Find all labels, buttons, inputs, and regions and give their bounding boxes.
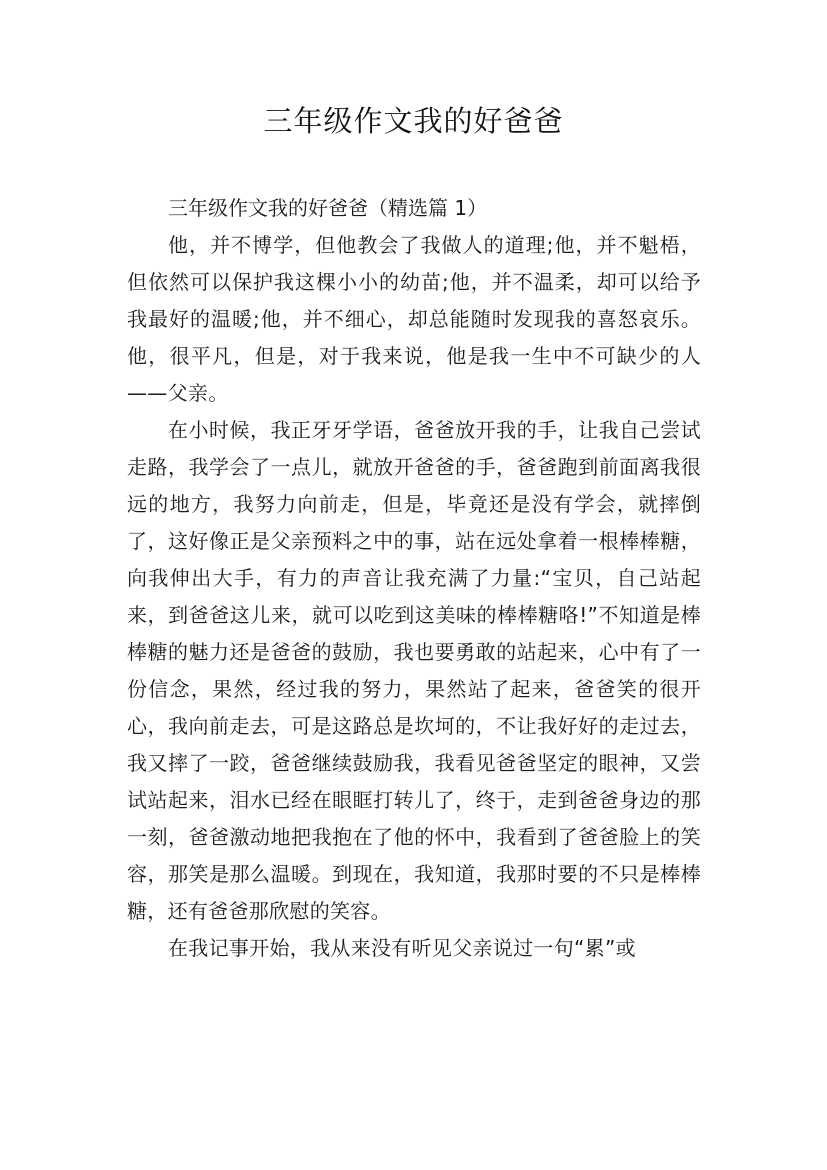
document-body — [127, 190, 701, 967]
document-title: 三年级作文我的好爸爸 — [263, 104, 564, 138]
paragraph-3: 在我记事开始，我从来没有听见父亲说过一句“累”或 — [168, 936, 636, 960]
paragraph-1: 他，并不博学，但他教会了我做人的道理;他，并不魁梧，但依然可以保护我这棵小小的幼苗;他，并不温柔，却可以给予我最好的温暖;他，并不细心，却总能随时发现我的喜怒哀乐。他，很平凡，但是，对于我来说，他是我一生中不可缺少的人——父亲。 — [127, 233, 701, 405]
paragraph-2: 在小时候，我正牙牙学语，爸爸放开我的手，让我自己尝试走路，我学会了一点儿，就放开爸爸的手，爸爸跑到前面离我很远的地方，我努力向前走，但是，毕竟还是没有学会，就摔倒了，这好像正是父亲预料之中的事，站在远处拿着一根棒棒糖，向我伸出大手，有力的声音让我充满了力量:“宝贝，自己站起来，到爸爸这儿来，就可以吃到这美味的棒棒糖咯!”不知道是棒棒糖的魅力还是爸爸的鼓励，我也要勇敢的站起来，心中有了一份信念，果然，经过我的努力，果然站了起来，爸爸笑的很开心，我向前走去，可是这路总是坎坷的，不让我好好的走过去，我又摔了一跤，爸爸继续鼓励我，我看见爸爸坚定的眼神，又尝试站起来，泪水已经在眼眶打转儿了，终于，走到爸爸身边的那一刻，爸爸激动地把我抱在了他的怀中，我看到了爸爸脸上的笑容，那笑是那么温暖。到现在，我知道，我那时要的不只是棒棒糖，还有爸爸那欣慰的笑容。 — [127, 418, 701, 923]
document-subtitle: 三年级作文我的好爸爸（精选篇 1） — [168, 196, 488, 220]
